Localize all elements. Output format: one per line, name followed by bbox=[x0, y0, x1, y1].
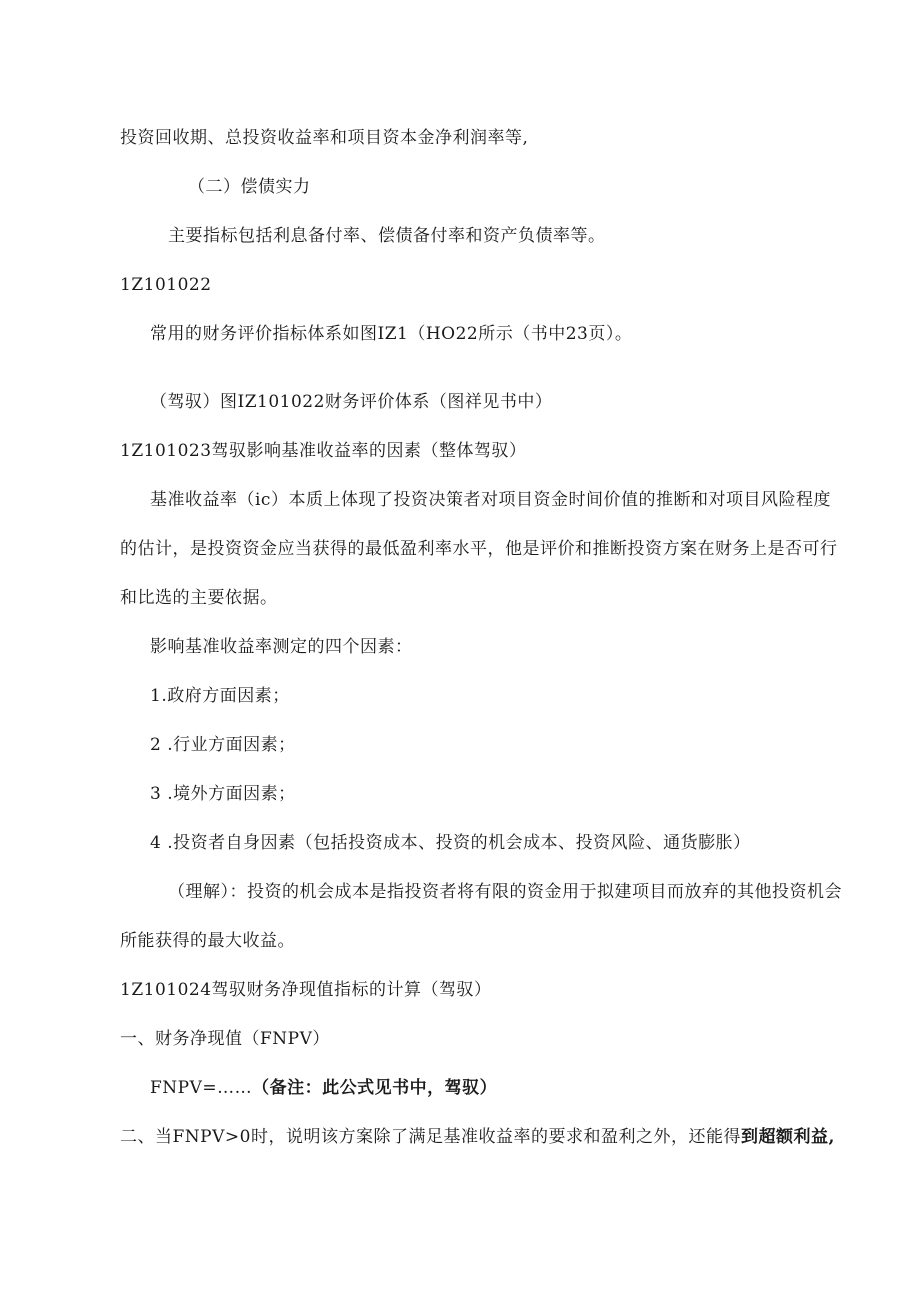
formula-note: （备注：此公式见书中，驾驭） bbox=[252, 1078, 498, 1098]
emphasis-text: 到超额利益, bbox=[740, 1127, 835, 1147]
list-item: 2 .行业方面因素； bbox=[150, 735, 296, 755]
formula-line bbox=[150, 1076, 497, 1100]
section-heading: （二）偿债实力 bbox=[188, 177, 311, 197]
text-line: 基准收益率（ic）本质上体现了投资决策者对项目资金时间价值的推断和对项目风险程度 bbox=[150, 490, 831, 510]
text-line: 常用的财务评价指标体系如图IZ1（HO22所示（书中23页）。 bbox=[150, 324, 633, 344]
text-line: 的估计，是投资资金应当获得的最低盈利率水平，他是评价和推断投资方案在财务上是否可行 bbox=[120, 539, 838, 559]
text-line: 主要指标包括利息备付率、偿债备付率和资产负债率等。 bbox=[168, 226, 606, 246]
text-line-part: 二、当FNPV>0时，说明该方案除了满足基准收益率的要求和盈利之外，还能得 bbox=[120, 1127, 741, 1147]
text-line: 所能获得的最大收益。 bbox=[120, 931, 295, 951]
list-item: 4 .投资者自身因素（包括投资成本、投资的机会成本、投资风险、通货膨胀） bbox=[150, 833, 751, 853]
section-heading: 1Z101023驾驭影响基准收益率的因素（整体驾驭） bbox=[120, 441, 527, 461]
section-heading: 一、财务净现值（FNPV） bbox=[120, 1029, 330, 1049]
list-item: 1.政府方面因素； bbox=[150, 686, 290, 706]
section-heading: 1Z101024驾驭财务净现值指标的计算（驾驭） bbox=[120, 980, 492, 1000]
text-line: 和比选的主要依据。 bbox=[120, 588, 278, 608]
figure-caption: （驾驭）图IZ101022财务评价体系（图祥见书中） bbox=[150, 392, 553, 412]
formula-text: FNPV=…… bbox=[150, 1078, 253, 1098]
text-line: （理解）：投资的机会成本是指投资者将有限的资金用于拟建项目而放弃的其他投资机会 bbox=[168, 882, 842, 902]
list-item: 3 .境外方面因素； bbox=[150, 784, 296, 804]
text-line: 影响基准收益率测定的四个因素： bbox=[150, 637, 413, 657]
text-line bbox=[120, 1125, 835, 1149]
text-line: 投资回收期、总投资收益率和项目资本金净利润率等, bbox=[120, 128, 529, 148]
section-code: 1Z101022 bbox=[120, 275, 212, 295]
